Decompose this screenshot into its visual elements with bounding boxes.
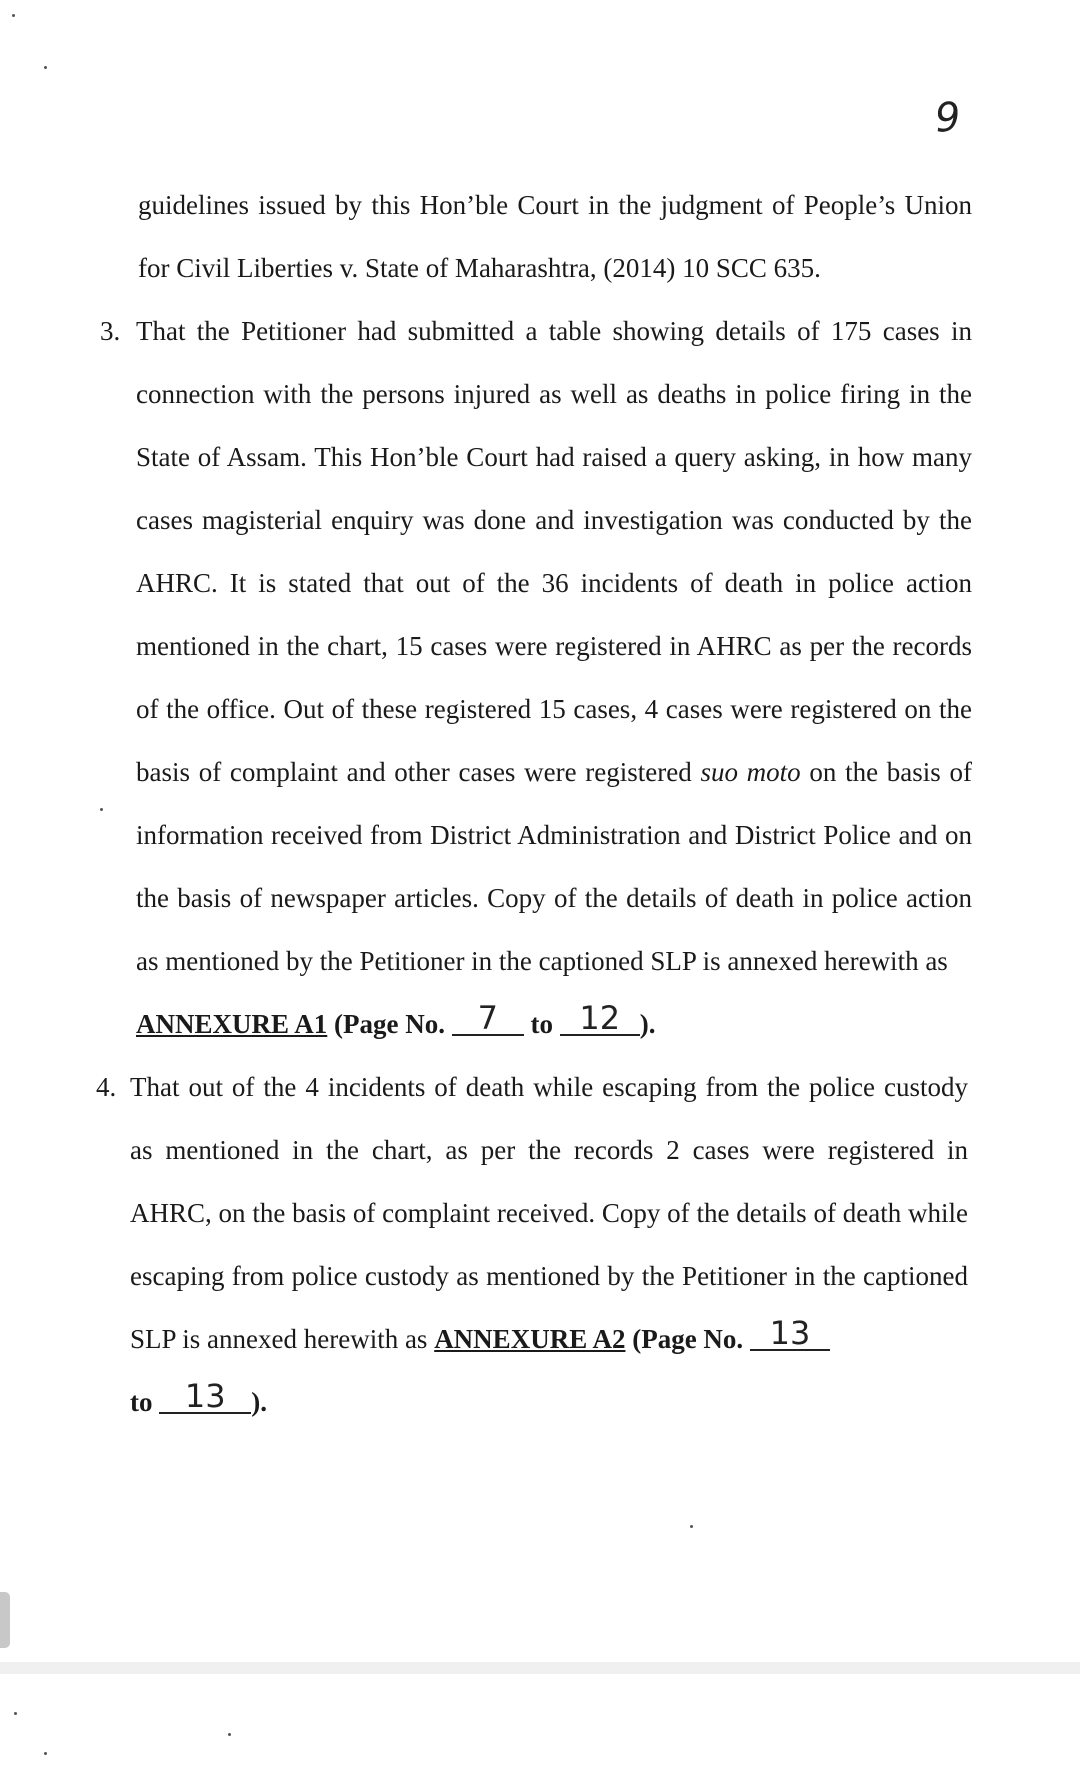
paragraph-4-body bbox=[130, 1056, 968, 1371]
page-separator bbox=[0, 1662, 1080, 1674]
annexure-a2-page-to: 13 bbox=[159, 1380, 251, 1414]
annexure-a2-label: ANNEXURE A2 bbox=[434, 1324, 626, 1354]
paragraph-4 bbox=[130, 1056, 968, 1434]
annexure-a1-page-from: 7 bbox=[452, 1002, 524, 1036]
annexure-a2-to: to bbox=[130, 1387, 153, 1417]
scan-speck bbox=[690, 1525, 693, 1528]
paragraph-3-text-a: That the Petitioner had submitted a table showing details of 175 cases in connection with the persons injured as well as deaths in police firing in the State of Assam. This Hon’ble Court had raised a query asking, in how many cases magisterial enquiry was done and investigation was conducted by the AHRC. It is stated that out of the 36 incidents of death in police action mentioned in the chart, 15 cases were registered in AHRC as per the records of the office. Out of these registered 15 cases, 4 cases were registered on the basis of complaint and other cases were registered bbox=[136, 316, 972, 787]
scan-speck bbox=[12, 14, 15, 17]
paragraph-4-number: 4. bbox=[96, 1072, 117, 1102]
annexure-a1-page-to: 12 bbox=[560, 1002, 640, 1036]
intro-paragraph bbox=[138, 174, 972, 300]
scan-speck bbox=[228, 1733, 231, 1736]
annexure-a2-line bbox=[130, 1371, 968, 1434]
paragraph-3-text-b: on the basis of information received from District Administration and District Police and on the basis of newspaper articles. Copy of the details of death in police action as mentioned by the Petitioner in the captioned SLP is annexed herewith as bbox=[136, 757, 972, 976]
annexure-a1-line bbox=[136, 993, 972, 1056]
suo-moto-phrase: suo moto bbox=[700, 757, 801, 787]
scan-speck bbox=[100, 808, 103, 811]
annexure-a1-close: ). bbox=[639, 1009, 656, 1039]
annexure-a1-to: to bbox=[530, 1009, 553, 1039]
intro-line-1: guidelines issued by this Hon’ble Court in the judgment of People’s Union bbox=[138, 190, 972, 220]
annexure-a1-label: ANNEXURE A1 bbox=[136, 1009, 328, 1039]
scan-speck bbox=[44, 66, 47, 69]
paragraph-4-text: That out of the 4 incidents of death while escaping from the police custody as mentioned in the chart, as per the records 2 cases were registered in AHRC, on the basis of complaint received. Copy of the details of death while escaping from police custody as mentioned by the Petitioner in the captioned SLP is annexed herewith as bbox=[130, 1072, 968, 1354]
paragraph-3 bbox=[136, 300, 972, 1056]
scrollbar-thumb[interactable] bbox=[0, 1592, 10, 1648]
annexure-a2-page-prefix: (Page No. bbox=[632, 1324, 744, 1354]
annexure-a1-page-prefix: (Page No. bbox=[334, 1009, 445, 1039]
annexure-a2-page-from: 13 bbox=[750, 1317, 830, 1351]
paragraph-3-body bbox=[136, 300, 972, 993]
paragraph-3-number: 3. bbox=[100, 316, 121, 346]
scan-speck bbox=[44, 1752, 47, 1755]
scan-speck bbox=[14, 1712, 17, 1715]
annexure-a2-close: ). bbox=[251, 1387, 267, 1417]
handwritten-page-number: 9 bbox=[933, 94, 963, 142]
intro-line-2: for Civil Liberties v. State of Maharashtra, (2014) 10 SCC 635. bbox=[138, 253, 821, 283]
